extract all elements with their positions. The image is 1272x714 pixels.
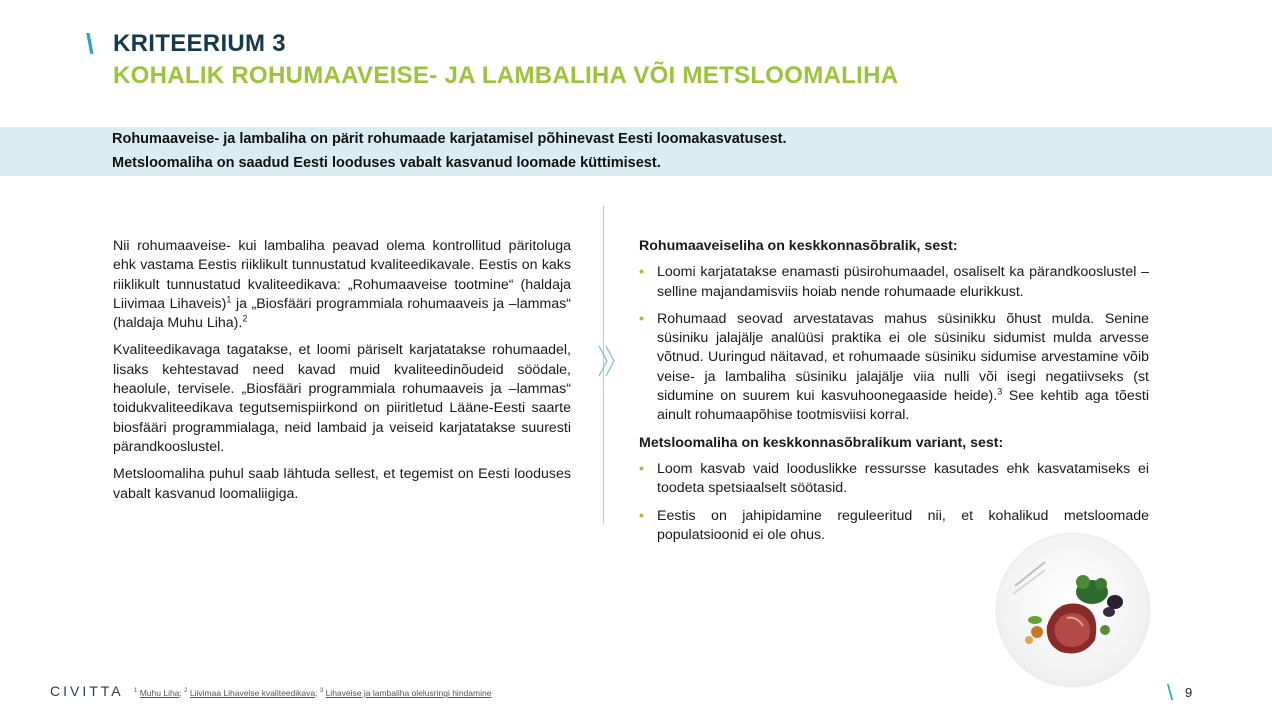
bullet-icon: • xyxy=(639,507,644,524)
list-item-text: Rohumaad seovad arvestatavas mahus süsinikku õhust mulda. Senine süsiniku jalajälje analüüsi praktika ei ole süsiniku sidumist mulda arvesse võtnud. Uuringud näitavad, et rohumaade süsiniku sidumise arvestamine võib veise- ja lambaliha süsiniku jalajälje viia nulli või isegi negatiivseks (st sidumine on suurem kui kasvuhoonegaaside heide). xyxy=(657,310,1149,405)
footnote-number: 3 xyxy=(319,688,324,695)
title-slash-icon: \ xyxy=(86,28,94,59)
section-heading-game-meat: Metsloomaliha on keskkonnasõbralikum variant, sest: xyxy=(639,434,1004,451)
left-column xyxy=(113,237,571,512)
footnote-ref-1: 1 xyxy=(226,294,232,305)
footnotes xyxy=(134,688,491,698)
bullet-icon: • xyxy=(639,264,644,281)
left-paragraph-2: Kvaliteedikavaga tagatakse, et loomi päriselt karjatatakse rohumaadel, lisaks kehtestavad need kavad muid kvaliteedinõudeid söödale, heaolule, tervisele. „Biosfääri programmiala rohumaaveis ja –lammas“ toidukvaliteedikava tegutsemispiirkond on piiritletud Lääne-Eesti saarte biosfääri programmialaga, neid lambaid ja veiseid karjatatakse suuresti pärandkooslustel. xyxy=(113,342,571,455)
banner-line-1: Rohumaaveise- ja lambaliha on pärit rohumaade karjatamisel põhinevast Eesti loomakasvatusest. xyxy=(112,131,787,147)
left-paragraph-1 xyxy=(113,237,571,333)
list-item xyxy=(639,310,1149,426)
footnote-link-liivimaa[interactable]: Liivimaa Lihaveise kvaliteedikava xyxy=(189,688,316,698)
footnote-link-olelusring[interactable]: Lihaveise ja lambaliha olelusringi hindamine xyxy=(325,688,492,698)
list-item-text: Eestis on jahipidamine reguleeritud nii, et kohalikud metsloomade populatsioonid ei ole ohus. xyxy=(657,507,1149,543)
civitta-logo: CIVITTA xyxy=(50,683,124,699)
footnote-link-muhu-liha[interactable]: Muhu Liha xyxy=(139,688,180,698)
list-item-text: Loom kasvab vaid looduslikke ressursse kasutades ehk kasvatamiseks ei toodeta spetsiaalselt söötasid. xyxy=(657,460,1149,497)
left-paragraph-3: Metsloomaliha puhul saab lähtuda sellest, et tegemist on Eesti looduses vabalt kasvanud loomaliigiga. xyxy=(113,466,571,502)
list-item xyxy=(639,460,1149,499)
right-column xyxy=(639,237,1149,553)
section-heading-grassfed: Rohumaaveiseliha on keskkonnasõbralik, sest: xyxy=(639,238,958,254)
food-illustration xyxy=(997,534,1149,686)
bullet-icon: • xyxy=(639,460,644,477)
left-paragraph-1-text-2: ja „Biosfääri programmiala rohumaaveis ja –lammas“ (haldaja Muhu Liha). xyxy=(113,295,571,332)
bullet-list-game-meat xyxy=(639,460,1149,545)
footnote-number: 2 xyxy=(184,688,188,695)
summary-banner xyxy=(0,127,1272,176)
footnote-number: 1 xyxy=(134,688,138,695)
bullet-icon: • xyxy=(639,310,644,327)
list-item-text: Loomi karjatatakse enamasti püsirohumaadel, osaliselt ka pärandkooslustel – selline majandamisviis hoiab nende rohumaade elurikkust. xyxy=(657,264,1149,300)
list-item-text-tail: See kehtib aga tõesti ainult rohumaapõhise tootmisviisi korral. xyxy=(657,388,1149,424)
footnote-separator: ; xyxy=(179,688,182,698)
banner-line-2: Metsloomaliha on saadud Eesti looduses vabalt kasvanud loomade küttimisest. xyxy=(112,155,661,171)
page-number: 9 xyxy=(1185,685,1193,700)
page-slash-icon: \ xyxy=(1167,680,1174,705)
page-title: KRITEERIUM 3 xyxy=(113,30,286,57)
double-chevron-right-icon xyxy=(596,344,618,378)
plated-meat-dish-image xyxy=(997,534,1149,686)
footnote-ref-3: 3 xyxy=(997,386,1003,397)
footnote-ref-2: 2 xyxy=(242,313,248,324)
bullet-list-grassfed xyxy=(639,263,1149,425)
left-paragraph-1-text: Nii rohumaaveise- kui lambaliha peavad olema kontrollitud päritoluga ehk vastama Eestis riiklikult tunnustatud kvaliteedikavale. Eestis on kaks riiklikult tunnustatud kvaliteedikava: „Rohumaaveise tootmine“ (haldaja Liivimaa Lihaveis) xyxy=(113,238,571,312)
footnote-separator: ; xyxy=(315,688,318,698)
page-subtitle: KOHALIK ROHUMAAVEISE- JA LAMBALIHA VÕI METSLOOMALIHA xyxy=(113,62,899,89)
list-item xyxy=(639,263,1149,302)
